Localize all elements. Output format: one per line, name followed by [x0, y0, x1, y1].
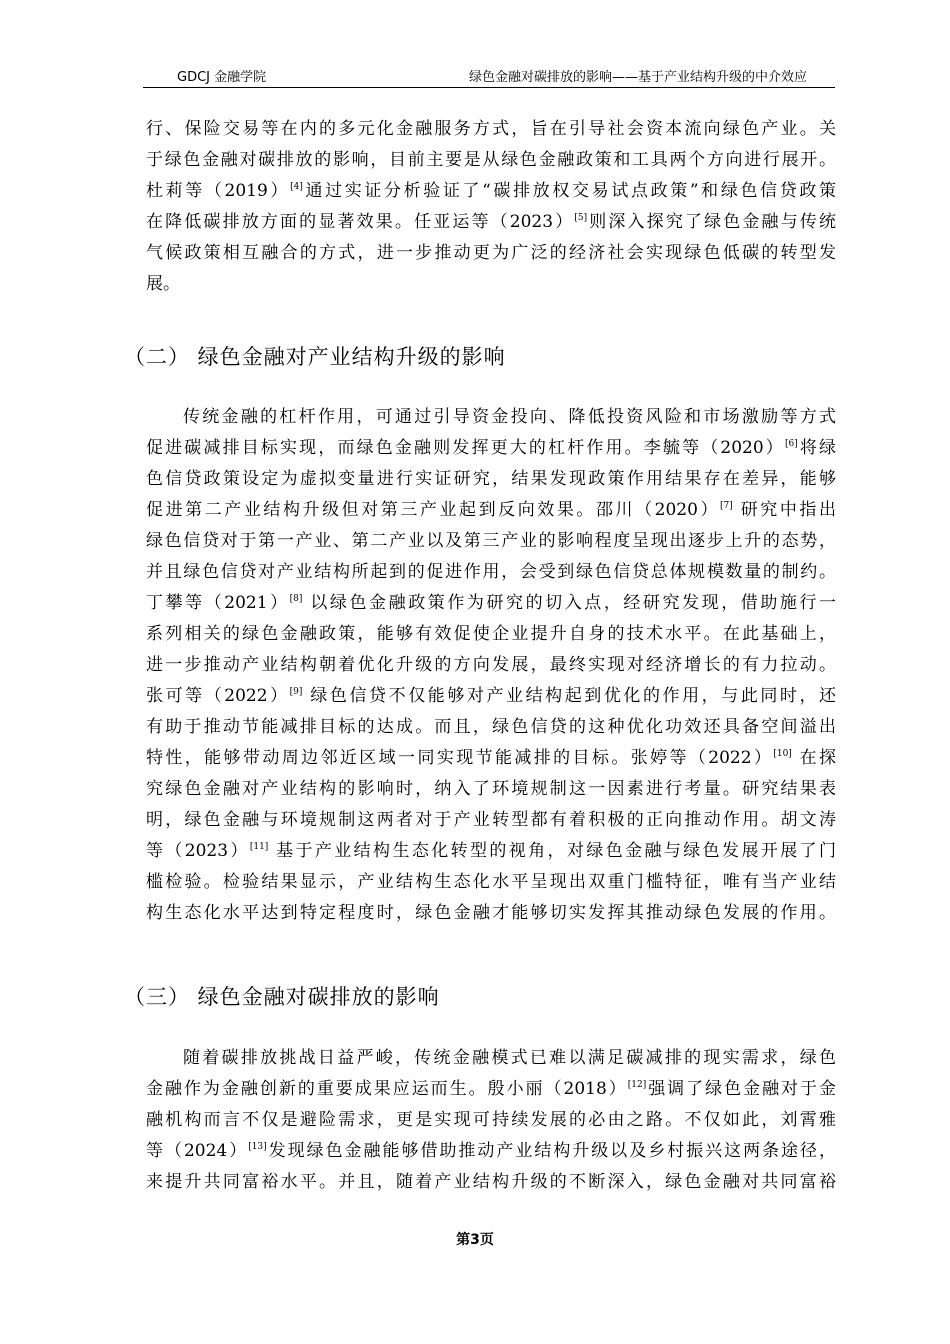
text-line — [146, 681, 836, 712]
text-line: 有助于推动节能减排目标的达成。而且，绿色信贷的这种优化功效还具备空间溢出 — [146, 717, 836, 737]
text-line: 气候政策相互融合的方式，进一步推动更为广泛的经济社会实现绿色低碳的转型发 — [146, 243, 836, 263]
line-text: 绿色信贷不仅能够对产业结构起到优化的作用，与此同时，还 — [302, 686, 836, 706]
header-rule — [143, 87, 835, 88]
text-line: 进一步推动产业结构朝着优化升级的方向发展，最终实现对经济增长的有力拉动。 — [146, 655, 836, 675]
header-institution: GDCJ 金融学院 — [177, 70, 267, 85]
text-line: 并且绿色信贷对产业结构所起到的促进作用，会受到绿色信贷总体规模数量的制约。 — [146, 562, 836, 582]
line-text: 强调了绿色金融对于金 — [646, 1079, 836, 1099]
text-line — [146, 495, 836, 526]
text-line: 色信贷政策设定为虚拟变量进行实证研究，结果发现政策作用结果存在差异，能够 — [146, 469, 836, 489]
text-line — [146, 743, 836, 774]
line-text: 促进第二产业结构升级但对第三产业起到反向效果。邵川（2020） — [146, 500, 721, 520]
line-text: 张可等（2022） — [146, 686, 290, 706]
section-heading-3: （三） 绿色金融对碳排放的影响 — [124, 985, 440, 1009]
citation-marker: [13] — [248, 1142, 267, 1152]
text-line — [146, 433, 836, 464]
line-text: 以绿色金融政策作为研究的切入点，经研究发现，借助施行一 — [302, 593, 836, 613]
line-text: 研究中指出 — [732, 500, 836, 520]
text-line: 行、保险交易等在内的多元化金融服务方式，旨在引导社会资本流向绿色产业。关 — [146, 119, 836, 139]
text-line: 展。 — [146, 274, 180, 294]
citation-marker: [4] — [290, 182, 303, 192]
text-line: 融机构而言不仅是避险需求，更是实现可持续发展的必由之路。不仅如此，刘霄雅 — [146, 1110, 836, 1130]
line-text: 通过实证分析验证了“碳排放权交易试点政策”和绿色信贷政策 — [302, 181, 836, 201]
line-text: 特性，能够带动周边邻近区域一同实现节能减排的目标。张婷等（2022） — [146, 748, 774, 768]
line-text: 等（2023） — [146, 841, 250, 861]
line-text: 金融作为金融创新的重要成果应运而生。殷小丽（2018） — [146, 1079, 628, 1099]
section-heading-2: （二） 绿色金融对产业结构升级的影响 — [124, 345, 506, 369]
line-text: 则深入探究了绿色金融与传统 — [587, 212, 836, 232]
text-line: 系列相关的绿色金融政策，能够有效促使企业提升自身的技术水平。在此基础上， — [146, 624, 836, 644]
citation-marker: [7] — [720, 501, 733, 511]
line-text: 促进碳减排目标实现，而绿色金融则发挥更大的杠杆作用。李毓等（2020） — [146, 438, 785, 458]
citation-marker: [6] — [784, 439, 798, 449]
line-text: 基于产业结构生态化转型的视角，对绿色金融与绿色发展开展了门 — [268, 841, 836, 861]
text-line: 究绿色金融对产业结构的影响时，纳入了环境规制这一因素进行考量。研究结果表 — [146, 779, 836, 799]
text-line: 槛检验。检验结果显示，产业结构生态化水平呈现出双重门槛特征，唯有当产业结 — [146, 872, 836, 892]
text-line: 构生态化水平达到特定程度时，绿色金融才能够切实发挥其推动绿色发展的作用。 — [146, 903, 836, 923]
paragraph-2 — [146, 402, 836, 929]
text-line: 随着碳排放挑战日益严峻，传统金融模式已难以满足碳减排的现实需求，绿色 — [183, 1048, 836, 1068]
text-line — [146, 588, 836, 619]
text-line: 绿色信贷对于第一产业、第二产业以及第三产业的影响程度呈现出逐步上升的态势， — [146, 531, 836, 551]
citation-marker: [5] — [574, 213, 588, 223]
header-paper-title: 绿色金融对碳排放的影响——基于产业结构升级的中介效应 — [468, 70, 807, 85]
text-line: 明，绿色金融与环境规制这两者对于产业转型都有着积极的正向推动作用。胡文涛 — [146, 810, 836, 830]
citation-marker: [12] — [627, 1080, 647, 1090]
running-header — [143, 66, 835, 88]
text-line — [146, 176, 836, 207]
text-line: 来提升共同富裕水平。并且，随着产业结构升级的不断深入，绿色金融对共同富裕 — [146, 1172, 836, 1192]
line-text: 在降低碳排放方面的显著效果。任亚运等（2023） — [146, 212, 575, 232]
paragraph-1 — [146, 114, 836, 300]
text-line — [146, 836, 836, 867]
text-line: 于绿色金融对碳排放的影响，目前主要是从绿色金融政策和工具两个方向进行展开。 — [146, 150, 836, 170]
text-line — [146, 207, 836, 238]
line-text: 在探 — [791, 748, 836, 768]
line-text: 将绿 — [797, 438, 836, 458]
line-text: 发现绿色金融能够借助推动产业结构升级以及乡村振兴这两条途径， — [266, 1141, 836, 1161]
page-number: 第3页 — [456, 1232, 494, 1248]
citation-marker: [10] — [773, 749, 792, 759]
text-line: 传统金融的杠杆作用，可通过引导资金投向、降低投资风险和市场激励等方式 — [183, 407, 836, 427]
citation-marker: [11] — [249, 842, 269, 852]
line-text: 丁攀等（2021） — [146, 593, 290, 613]
line-text: 等（2024） — [146, 1141, 249, 1161]
paragraph-3 — [146, 1043, 836, 1198]
text-line — [146, 1136, 836, 1167]
citation-marker: [9] — [289, 687, 303, 697]
line-text: 杜莉等（2019） — [146, 181, 291, 201]
text-line — [146, 1074, 836, 1105]
citation-marker: [8] — [289, 594, 303, 604]
